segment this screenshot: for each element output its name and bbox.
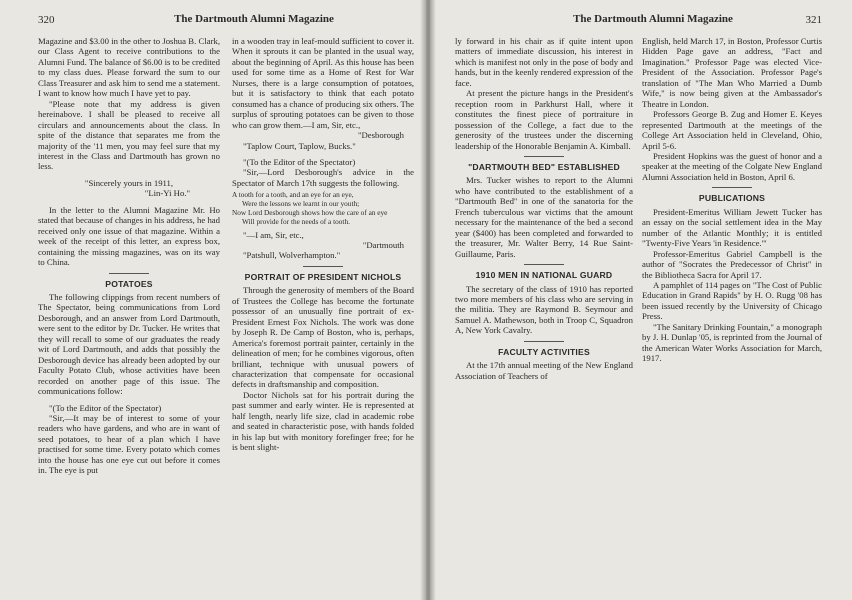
paragraph: The following clippings from recent numbers of The Spectator, being communications from Lord Desborough, and an answer from Lord Dartmouth, were sent to the editor by Dr. Tucker. He writes that they will recall to some of our graduates the ready wit of Lord Dartmouth, and adds that possibly the Desborough device has already been adopted by our Faculty Potato Club, whose activities have been recorded on another page of this issue. The communications follow: <box>38 291 220 397</box>
running-header-left: The Dartmouth Alumni Magazine <box>174 13 334 25</box>
section-heading-national-guard: 1910 MEN IN NATIONAL GUARD <box>475 270 613 281</box>
paragraph: President Hopkins was the guest of honor and a speaker at the meeting of the Colgate New England Alumni Association held in Boston, April 6. <box>642 150 822 182</box>
paragraph: "Please note that my address is given hereinabove. I shall be pleased to receive all circulars and announcements about the class. In spite of the distance that separates me from the majority of the '11 men, you may feel sure that my interest in the Class and Dartmouth has grown no less. <box>38 98 220 172</box>
section-divider <box>109 273 149 274</box>
verse-line: Were the lessons we learnt in our youth; <box>242 199 360 209</box>
letter-signature: "Lin-Yi Ho." <box>144 188 190 199</box>
paragraph: English, held March 17, in Boston, Professor Curtis Hidden Page gave an address, "Fact and Imagination." Professor Page was elected Vice-President of the Association. Professor Page's translation of "The Man Who Married a Dumb Wife," is now being given at the Ambassador's Theatre in London. <box>642 36 823 109</box>
paragraph: "Sir,—Lord Desborough's advice in the Spectator of March 17th suggests the following. <box>232 167 414 188</box>
section-heading-publications: PUBLICATIONS <box>698 193 766 204</box>
letter-salutation: "(To the Editor of the Spectator) <box>49 402 162 413</box>
paragraph: Doctor Nichols sat for his portrait during the past summer and early winter. He is represented at half length, nearly life size, clad in academic robe and seated in characteristic pose, with hands folded in his lap but with monitory forefinger free; for he is bent slight- <box>232 389 414 453</box>
right-column-2 <box>642 36 822 364</box>
verse <box>232 191 414 226</box>
paragraph: Mrs. Tucker wishes to report to the Alumni who have contributed to the establishment of a "Dartmouth Bed" in one of the sanatoria for the French tuberculous war victims that the amount necessary for the maintenance of the bed a second year ($400) has been completed and forwarded to the treasurer, Mr. Walter Berry, 14 Rue Saint-Guillaume, Paris. <box>455 175 633 259</box>
paragraph: "The Sanitary Drinking Fountain," a monograph by J. H. Dunlap '05, is reprinted from the Journal of the American Water Works Association for March, 1917. <box>642 321 822 364</box>
letter-signature: "Dartmouth <box>362 239 404 250</box>
paragraph: in a wooden tray in leaf-mould sufficient to cover it. When it sprouts it can be planted in the usual way, about the beginning of April. As this house has been used for some time as a Home of Rest for War Nurses, there is a large consumption of potatoes, but it is satisfactory to think that each potato consumed has a chance of producing six others. The surplus of sprouting potatoes can be given to those who can grow them.—I am, Sir, etc., <box>232 36 414 130</box>
verse-line: A tooth for a tooth, and an eye for an eye, <box>232 190 354 200</box>
letter-signature: "Desborough <box>357 130 404 141</box>
section-heading-dartmouth-bed: "DARTMOUTH BED" ESTABLISHED <box>468 161 620 172</box>
verse-line: Now Lord Desborough shows how the care of an eye <box>232 207 388 217</box>
section-heading-faculty: FACULTY ACTIVITIES <box>498 346 590 357</box>
letter-address: "Taplow Court, Taplow, Bucks." <box>243 140 356 151</box>
left-column-2 <box>232 36 414 453</box>
running-header-right: The Dartmouth Alumni Magazine <box>573 13 733 25</box>
left-column-1 <box>38 36 220 476</box>
paragraph: ly forward in his chair as if quite intent upon matters of immediate discussion, his interest in which is manifest not only in the pose of body and hands, but in the keenly rendered expression of the face. <box>455 36 633 88</box>
letter-address: "Patshull, Wolverhampton." <box>243 250 341 261</box>
right-page <box>430 0 852 600</box>
paragraph: Professors George B. Zug and Homer E. Keyes represented Dartmouth at the meetings of the College Art Association held in Cleveland, Ohio, April 5-6. <box>642 109 822 151</box>
paragraph: At present the picture hangs in the President's reception room in Parkhurst Hall, where it constitutes the finest piece of portraiture in possession of the College, a fact due to the generosity of the trustees under the discerning leadership of the Honorable Benjamin A. Kimball. <box>455 88 633 151</box>
section-divider <box>524 341 564 342</box>
paragraph: The secretary of the class of 1910 has reported two more members of his class who are serving in the militia. They are Raymond B. Seymour and Samuel A. Mathewson, both in Troop C, Squadron A, New York Cavalry. <box>455 283 633 336</box>
paragraph: Professor-Emeritus Gabriel Campbell is the author of "Socrates the Predecessor of Christ" in the Bibliotheca Sacra for April 17. <box>642 248 822 280</box>
section-divider <box>303 266 343 267</box>
right-column-1 <box>455 36 633 381</box>
paragraph: At the 17th annual meeting of the New England Association of Teachers of <box>455 360 633 381</box>
paragraph: Magazine and $3.00 in the other to Joshua B. Clark, our Class Agent to receive contributions to the Alumni Fund. The balance of $6.00 is to be credited to my class dues. Please forward the sum to our Class Treasurer and ask him to send me a statement. I want to know how much I have yet to pay. <box>38 36 220 99</box>
paragraph: "—I am, Sir, etc., <box>243 229 304 240</box>
section-divider <box>712 187 752 188</box>
section-divider <box>524 156 564 157</box>
paragraph: President-Emeritus William Jewett Tucker has an essay on the social settlement idea in the May number of the Atlantic Monthly; it is entitled "Twenty-Five Years 'in Residence.'" <box>642 206 822 249</box>
page-number-left: 320 <box>38 14 55 26</box>
section-heading-potatoes: POTATOES <box>105 278 153 289</box>
verse-line: Will provide for the needs of a tooth. <box>242 216 350 226</box>
paragraph: A pamphlet of 114 pages on "The Cost of Public Education in Grand Rapids" by H. O. Rugg '08 has been issued recently by the University of Chicago Press. <box>642 279 822 322</box>
letter-closing: "Sincerely yours in 1911, <box>84 177 174 188</box>
paragraph: In the letter to the Alumni Magazine Mr. Ho stated that because of changes in his address, he had received only one issue of that magazine. Within a week of the receipt of this letter, an express box, containing the missing magazines, was on its way to China. <box>38 204 220 268</box>
section-heading-portrait: PORTRAIT OF PRESIDENT NICHOLS <box>244 271 402 282</box>
section-divider <box>524 264 564 265</box>
letter-salutation: "(To the Editor of the Spectator) <box>243 156 356 167</box>
paragraph: "Sir,—It may be of interest to some of your readers who have gardens, and who are in want of seed potatoes, to hear of a plan which I have practised for some time. Every potato which comes into the house has one eye cut out before it comes in. The eye is put <box>38 412 220 476</box>
paragraph: Through the generosity of members of the Board of Trustees the College has become the fortunate possessor of an unusually fine portrait of ex-President Ernest Fox Nichols. The work was done by Joseph R. De Camp of Boston, who is, perhaps, America's foremost portrait painter, certainly in the delineation of men; for he combines vigorous, often brilliant, technique with unusual powers of characterization that compensate for occasional defects in draftsmanship and composition. <box>232 285 414 390</box>
page-number-right: 321 <box>805 14 822 26</box>
